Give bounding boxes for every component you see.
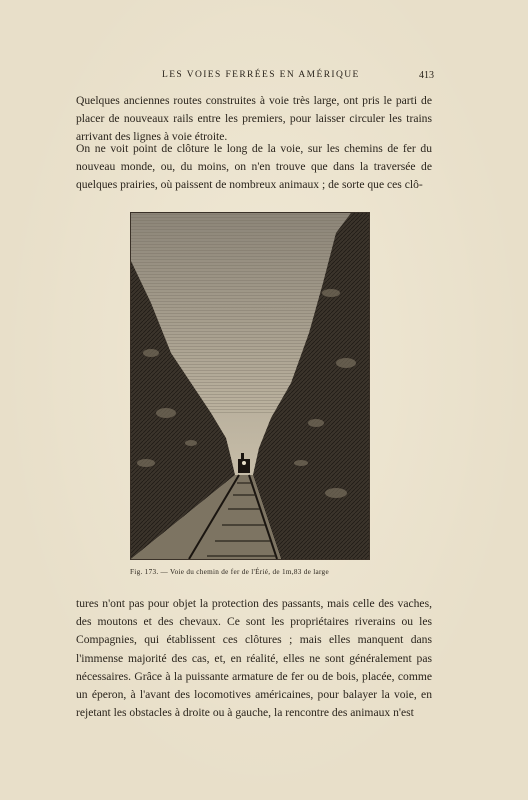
running-title: LES VOIES FERRÉES EN AMÉRIQUE [162,70,360,80]
paragraph-2: On ne voit point de clôture le long de la voie, sur les chemins de fer du nouveau monde, ou, du moins, on n'en trouve que dans la traversée de quelques prairies, où paissent de nombreux animaux ; de sorte que ces clô- [76,142,432,192]
figure-caption: Fig. 173. — Voie du chemin de fer de l'Érié, de 1m,83 de large [130,568,329,576]
paragraph-3: tures n'ont pas pour objet la protection des passants, mais celle des vaches, des moutons et des chevaux. Ce sont les propriétaires riverains ou les Compagnies, qui établissent ces clôtures ; mais elles manquent dans l'immense majorité des cas, et, en réalité, elles ne sont généralement pas nécessaires. Grâce à la puissante armature de fer ou de bois, placée, comme un éperon, à l'avant des locomotives américaines, pour balayer la voie, en rejetant les obstacles à droite ou à gauche, la rencontre des animaux n'est [76,597,432,720]
figure-engraving [130,212,370,560]
paragraph-1: Quelques anciennes routes construites à voie très large, ont pris le parti de placer de nouveaux rails entre les premiers, pour laisser circuler les trains arrivant des lignes à voie étroite. [76,94,432,144]
running-head [78,70,434,84]
page-number: 413 [419,70,434,81]
railway-cutting-engraving [131,213,369,559]
